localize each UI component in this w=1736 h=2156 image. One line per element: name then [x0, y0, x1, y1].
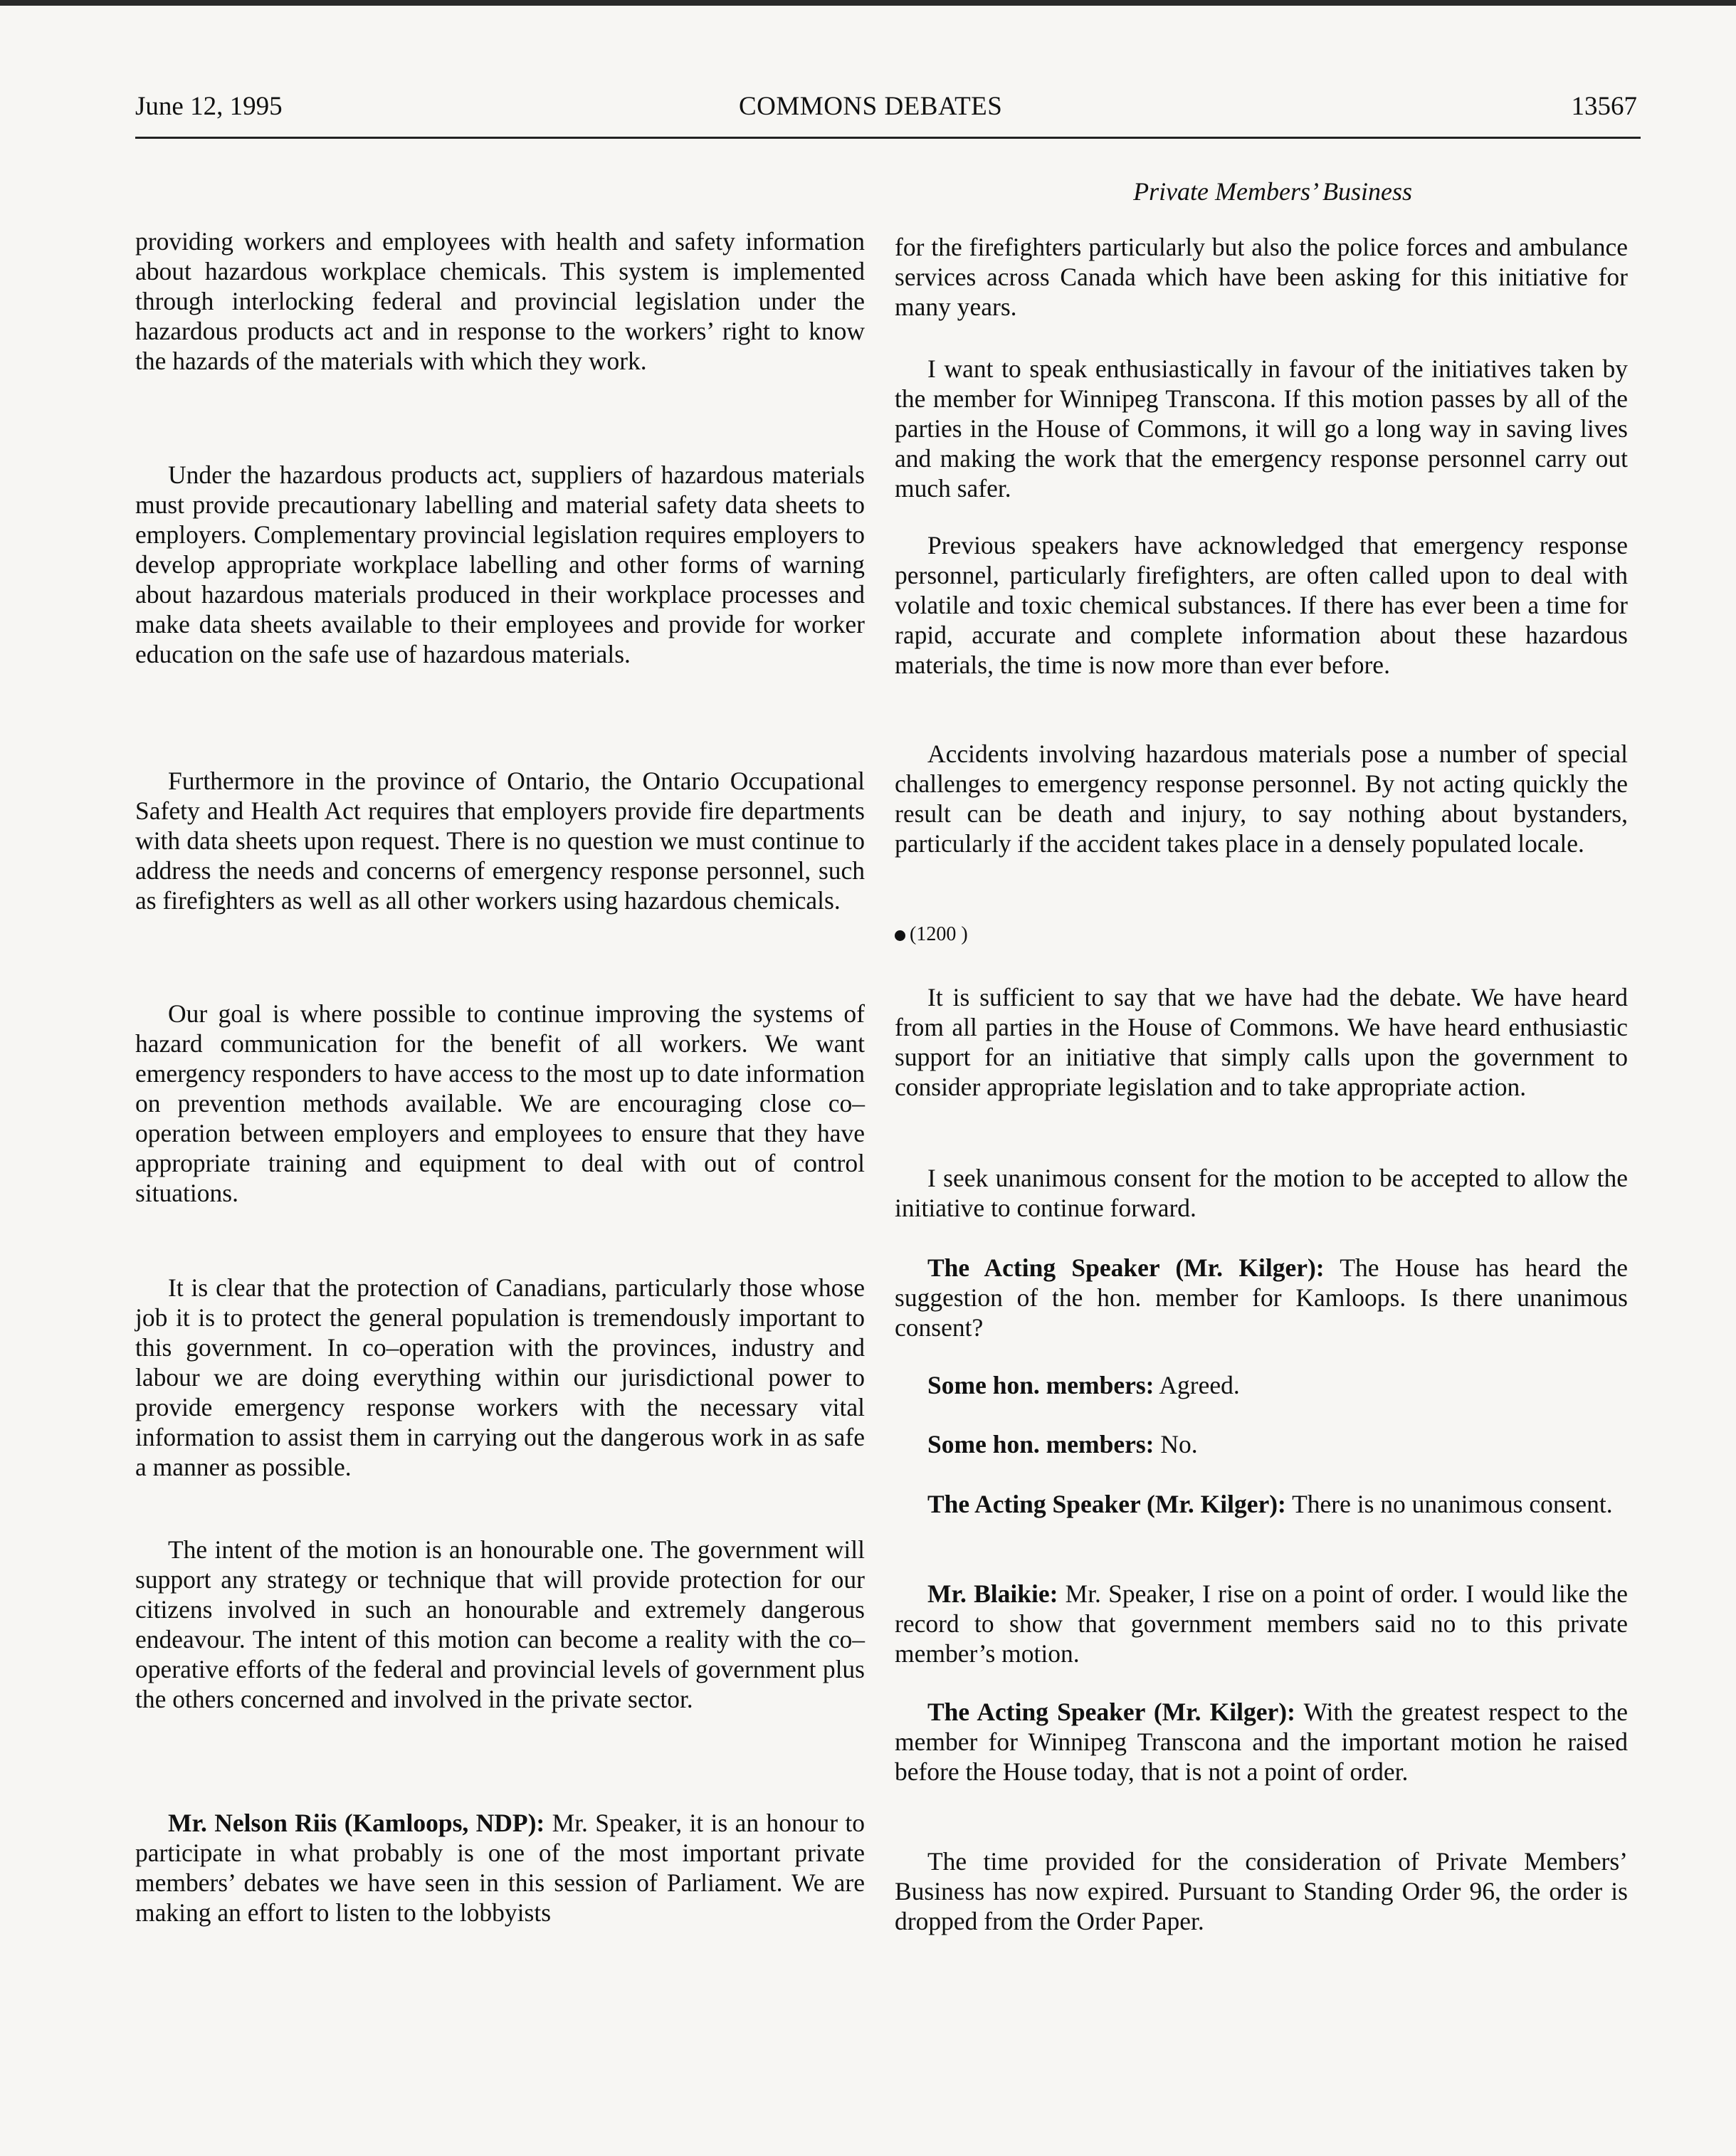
right-paragraph-8: [895, 1370, 1628, 1400]
speaker-name: Mr. Blaikie:: [927, 1579, 1058, 1608]
speaker-name: Some hon. members:: [927, 1430, 1154, 1458]
right-paragraph-13: [895, 1846, 1628, 1936]
running-head: Private Members’ Business: [1133, 177, 1412, 206]
page-number: 13567: [1571, 92, 1637, 121]
speaker-name: The Acting Speaker (Mr. Kilger):: [927, 1253, 1325, 1282]
header-date: June 12, 1995: [135, 92, 283, 121]
right-p10-text: [895, 1489, 1628, 1519]
right-p11-text: [895, 1579, 1628, 1668]
left-paragraph-3: [135, 766, 865, 915]
left-paragraph-1: [135, 226, 865, 376]
page-header: [135, 91, 1637, 134]
right-p8-body: Agreed.: [1154, 1371, 1240, 1399]
right-paragraph-9: [895, 1429, 1628, 1459]
right-p12-text: [895, 1697, 1628, 1787]
right-p13-text: The time provided for the consideration of Private Members’ Business has now expired. Pursuant to Standing Order 96, the order is dropped from the Order Paper.: [895, 1847, 1628, 1935]
left-p2-text: Under the hazardous products act, suppliers of hazardous materials must provide precautionary labelling and material safety data sheets to employers. Complementary provincial legislation requires employers to develop appropriate workplace labelling and other forms of warning about hazardous materials produced in their workplace processes and make data sheets available to their employees and provide for worker education on the safe use of hazardous materials.: [135, 461, 865, 668]
left-p7-text: [135, 1808, 865, 1928]
right-p8-text: [895, 1370, 1628, 1400]
right-p1-text: for the firefighters particularly but also the police forces and ambulance services across Canada which have been asking for this initiative for many years.: [895, 233, 1628, 321]
bullet-icon: [895, 930, 905, 941]
left-p7-body: Mr. Speaker, it is an honour to participate in what probably is one of the most important private members’ debates we have seen in this session of Parliament. We are making an effort to listen to the lobbyists: [135, 1809, 866, 1927]
right-p7-body: The House has heard the suggestion of the hon. member for Kamloops. Is there unanimous consent?: [895, 1253, 1628, 1342]
time-marker: [895, 920, 1628, 949]
right-paragraph-12: [895, 1697, 1628, 1787]
speaker-name: Mr. Nelson Riis (Kamloops, NDP):: [168, 1809, 545, 1837]
speaker-name: The Acting Speaker (Mr. Kilger):: [927, 1698, 1295, 1726]
right-p5-text: It is sufficient to say that we have had the debate. We have heard from all parties in the House of Commons. We have heard enthusiastic support for an initiative that simply calls upon the government to consider appropriate legislation and to take appropriate action.: [895, 983, 1628, 1101]
right-paragraph-1: [895, 232, 1628, 322]
speaker-name: Some hon. members:: [927, 1371, 1154, 1399]
header-title: COMMONS DEBATES: [739, 92, 1003, 121]
left-p4-text: Our goal is where possible to continue improving the systems of hazard communication for the benefit of all workers. We want emergency responders to have access to the most up to date information on prevention methods available. We are encouraging close co–operation between employers and employees to ensure that they have appropriate training and equipment to deal with out of control situations.: [135, 999, 865, 1207]
speaker-name: The Acting Speaker (Mr. Kilger):: [927, 1490, 1286, 1518]
left-paragraph-6: [135, 1535, 865, 1714]
left-p6-text: The intent of the motion is an honourable one. The government will support any strategy or technique that will provide protection for our citizens involved in such an honourable and extremely dangerous endeavour. The intent of this motion can become a reality with the co–operative efforts of the federal and provincial levels of government plus the others concerned and involved in the private sector.: [135, 1535, 865, 1713]
right-paragraph-4: [895, 739, 1628, 858]
left-paragraph-7: [135, 1808, 865, 1928]
right-p3-text: Previous speakers have acknowledged that emergency response personnel, particularly firefighters, are often called upon to deal with volatile and toxic chemical substances. If there has ever been a time for rapid, accurate and complete information about these hazardous materials, the time is now more than ever before.: [895, 531, 1628, 679]
right-p10-body: There is no unanimous consent.: [1285, 1490, 1613, 1518]
right-p7-text: [895, 1253, 1628, 1342]
left-p3-text: Furthermore in the province of Ontario, the Ontario Occupational Safety and Health Act requires that employers provide fire departments with data sheets upon request. There is no question we must continue to address the needs and concerns of emergency response personnel, such as firefighters as well as all other workers using hazardous chemicals.: [135, 767, 865, 915]
right-paragraph-3: [895, 530, 1628, 680]
right-p4-text: Accidents involving hazardous materials pose a number of special challenges to emergency response personnel. By not acting quickly the result can be death and injury, to say nothing about bystanders, particularly if the accident takes place in a densely populated locale.: [895, 740, 1628, 858]
right-paragraph-2: [895, 354, 1628, 503]
right-paragraph-11: [895, 1579, 1628, 1668]
left-p1-text: providing workers and employees with health and safety information about hazardous workplace chemicals. This system is implemented through interlocking federal and provincial legislation under the hazardous products act and in response to the workers’ right to know the hazards of the materials with which they work.: [135, 227, 865, 375]
right-paragraph-6: [895, 1163, 1628, 1223]
right-p2-text: I want to speak enthusiastically in favour of the initiatives taken by the member for Winnipeg Transcona. If this motion passes by all of the parties in the House of Commons, it will go a long way in saving lives and making the work that the emergency response personnel carry out much safer.: [895, 354, 1628, 503]
right-paragraph-5: [895, 982, 1628, 1102]
scan-edge: [0, 0, 1736, 6]
header-rule: [135, 137, 1641, 139]
left-paragraph-5: [135, 1273, 865, 1482]
right-p9-text: [895, 1429, 1628, 1459]
left-paragraph-4: [135, 999, 865, 1208]
right-p6-text: I seek unanimous consent for the motion to be accepted to allow the initiative to continue forward.: [895, 1164, 1628, 1222]
right-p12-body: With the greatest respect to the member for Winnipeg Transcona and the important motion he raised before the House today, that is not a point of order.: [895, 1698, 1628, 1786]
right-p9-body: No.: [1154, 1430, 1198, 1458]
left-p5-text: It is clear that the protection of Canadians, particularly those whose job it is to protect the general population is tremendously important to this government. In co–operation with the provinces, industry and labour we are doing everything within our jurisdictional power to provide emergency response workers with the necessary vital information to assist them in carrying out the dangerous work in as safe a manner as possible.: [135, 1273, 865, 1481]
right-paragraph-10: [895, 1489, 1628, 1519]
right-paragraph-7: [895, 1253, 1628, 1342]
left-paragraph-2: [135, 460, 865, 669]
time-marker-text: (1200 ): [910, 923, 968, 945]
right-p11-body: Mr. Speaker, I rise on a point of order. I would like the record to show that government members said no to this private member’s motion.: [895, 1579, 1628, 1668]
